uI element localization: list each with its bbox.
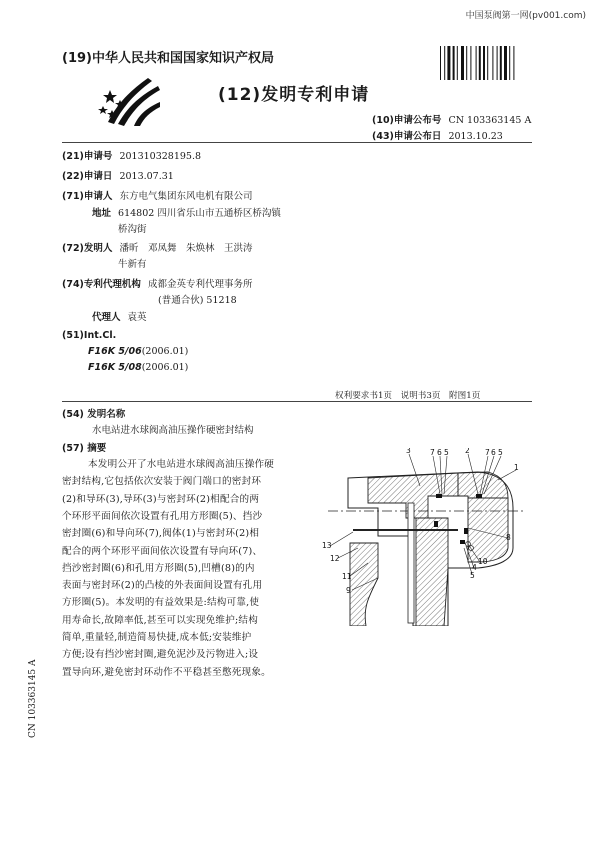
abstract-heading (62, 440, 106, 454)
figure-reference-label: 12 (330, 554, 340, 563)
abstract-line: 本发明公开了水电站进水球阀高油压操作硬 (88, 459, 275, 470)
seal-block (434, 521, 438, 527)
figure-reference-label: 5 (498, 448, 503, 457)
figure-reference-label: 1 (514, 463, 519, 472)
seal-block (460, 540, 465, 544)
inventors-row (62, 240, 252, 254)
publication-date-row (372, 128, 503, 142)
barcode-bar (497, 46, 498, 80)
publication-number-value: CN 103363145 A (448, 115, 532, 126)
title-label: (54) 发明名称 (62, 409, 126, 420)
figure-reference-label: 6 (437, 448, 442, 457)
abstract-line: 密封结构,它包括依次安装于阀门端口的密封环 (62, 476, 262, 488)
int-cl-code: F16K 5/08 (88, 362, 142, 373)
application-date-row (62, 168, 174, 182)
seal-block (476, 494, 482, 498)
inventors-label: (72)发明人 (62, 243, 113, 254)
technical-drawing (308, 448, 526, 626)
guide-ring-section (458, 472, 508, 498)
agent-row (92, 309, 147, 323)
barcode-bar (461, 46, 464, 80)
int-cl-year: (2006.01) (141, 362, 189, 373)
abstract-line: 简单,重量轻,制造简易快捷,成本低;安装维护 (62, 632, 252, 643)
barcode-bar (479, 46, 481, 80)
int-cl-year: (2006.01) (141, 346, 189, 357)
pages-divider (62, 401, 532, 402)
applicant-value: 东方电气集团东风电机有限公司 (119, 191, 253, 202)
barcode-bar (476, 46, 477, 80)
publication-number-row (372, 112, 531, 126)
barcode (440, 46, 530, 80)
figure-reference-label: 7 (430, 448, 435, 457)
figure-reference-label: 8 (506, 533, 511, 542)
figure-reference-label: 3 (406, 448, 411, 455)
agency-line-1: 成都金英专利代理事务所 (147, 279, 253, 290)
agent-label: 代理人 (92, 312, 121, 323)
agency-line-2: (普通合伙) 51218 (158, 295, 237, 306)
barcode-bar (483, 46, 485, 80)
barcode-bar (447, 46, 450, 80)
publication-number-label: (10)申请公布号 (372, 115, 442, 126)
publication-date-label: (43)申请公布日 (372, 131, 442, 142)
figure-reference-label: 4 (472, 563, 477, 572)
barcode-bar (470, 46, 471, 80)
abstract-line: 配合的两个环形平面间依次设置有导向环(7)、 (62, 545, 263, 557)
inventors-line-1: 潘昕 邓凤舞 朱焕林 王洪涛 (119, 243, 253, 254)
figure-reference-label: 5 (444, 448, 449, 457)
document-type-title: (12)发明专利申请 (218, 85, 370, 105)
inventors-line-2: 牛新有 (118, 259, 147, 270)
abstract-line: 方便;设有挡沙密封圈,避免泥沙及污物进入;设 (62, 649, 259, 661)
address-row (92, 205, 281, 219)
int-cl-label: (51)Int.Cl. (62, 330, 117, 341)
agency-row (62, 276, 252, 290)
barcode-bar (509, 46, 510, 80)
abstract-line: 挡沙密封圈(6)和孔用方形圈(5),凹槽(8)的内 (62, 562, 255, 574)
application-number-row (62, 148, 201, 162)
abstract-line: 用寿命长,故障率低,甚至可以实现免维护;结构 (62, 614, 259, 626)
abstract-line: 表面与密封环(2)的凸棱的外表面间设置有孔用 (62, 580, 263, 592)
address-label: 地址 (92, 208, 112, 219)
barcode-bar (504, 46, 507, 80)
patent-office-emblem-icon (98, 72, 164, 126)
watermark-text: 中国泵阀第一网(pv001.com) (465, 11, 586, 21)
valve-body-section (416, 518, 448, 626)
int-cl-item (88, 362, 188, 373)
address-line-1: 614802 四川省乐山市五通桥区桥沟镇 (118, 208, 281, 219)
flange-section (468, 498, 508, 562)
barcode-bar (487, 46, 488, 80)
abstract-line: 置导向环,避免密封环动作不平稳甚至憋死现象。 (62, 666, 271, 678)
side-publication-number: CN 103363145 A (28, 659, 38, 738)
barcode-bar (440, 46, 441, 80)
figure-reference-label: 5 (470, 571, 475, 580)
figure-reference-label: 7 (485, 448, 490, 457)
application-number-value: 201310328195.8 (119, 151, 202, 162)
shaft (408, 503, 414, 623)
application-date-label: (22)申请日 (62, 171, 113, 182)
barcode-bar (492, 46, 493, 80)
figure-reference-label: 9 (346, 586, 351, 595)
abstract-line: 个环形平面间依次设置有孔用方形圈(5)、挡沙 (62, 510, 263, 522)
application-number-label: (21)申请号 (62, 151, 113, 162)
barcode-bar (444, 46, 445, 80)
abstract-line: 密封圈(6)和导向环(7),阀体(1)与密封环(2)相 (62, 528, 260, 540)
int-cl-code: F16K 5/06 (88, 346, 142, 357)
applicant-row (62, 188, 252, 202)
int-cl-row (62, 330, 116, 341)
barcode-bar (453, 46, 455, 80)
pages-info: 权利要求书1页 说明书3页 附图1页 (335, 391, 481, 401)
figure-reference-label: 11 (342, 572, 352, 581)
figure-reference-label: 6 (491, 448, 496, 457)
application-date-value: 2013.07.31 (119, 171, 174, 182)
abstract-label: (57) 摘要 (62, 443, 107, 454)
barcode-bar (500, 46, 502, 80)
invention-title: 水电站进水球阀高油压操作硬密封结构 (92, 425, 254, 436)
office-name: (19)中华人民共和国国家知识产权局 (62, 51, 274, 66)
figure-reference-label: 2 (465, 448, 470, 455)
abstract-line: (2)和导环(3),导环(3)与密封环(2)相配合的两 (62, 493, 260, 505)
figure-reference-label: 10 (478, 557, 488, 566)
barcode-bar (466, 46, 467, 80)
address-line-2: 桥沟街 (118, 224, 147, 235)
seal-block (464, 528, 468, 534)
int-cl-item (88, 346, 188, 357)
figure-reference-label: 13 (322, 541, 332, 550)
agent-value: 袁英 (127, 312, 147, 323)
invention-title-label (62, 406, 125, 420)
abstract-line: 方形圈(5)。本发明的有益效果是:结构可靠,使 (62, 597, 260, 609)
publication-date-value: 2013.10.23 (448, 131, 503, 142)
agency-label: (74)专利代理机构 (62, 279, 141, 290)
header-divider (62, 142, 532, 143)
applicant-label: (71)申请人 (62, 191, 113, 202)
barcode-bar (457, 46, 458, 80)
seal-block (436, 494, 442, 498)
barcode-bar (513, 46, 514, 80)
